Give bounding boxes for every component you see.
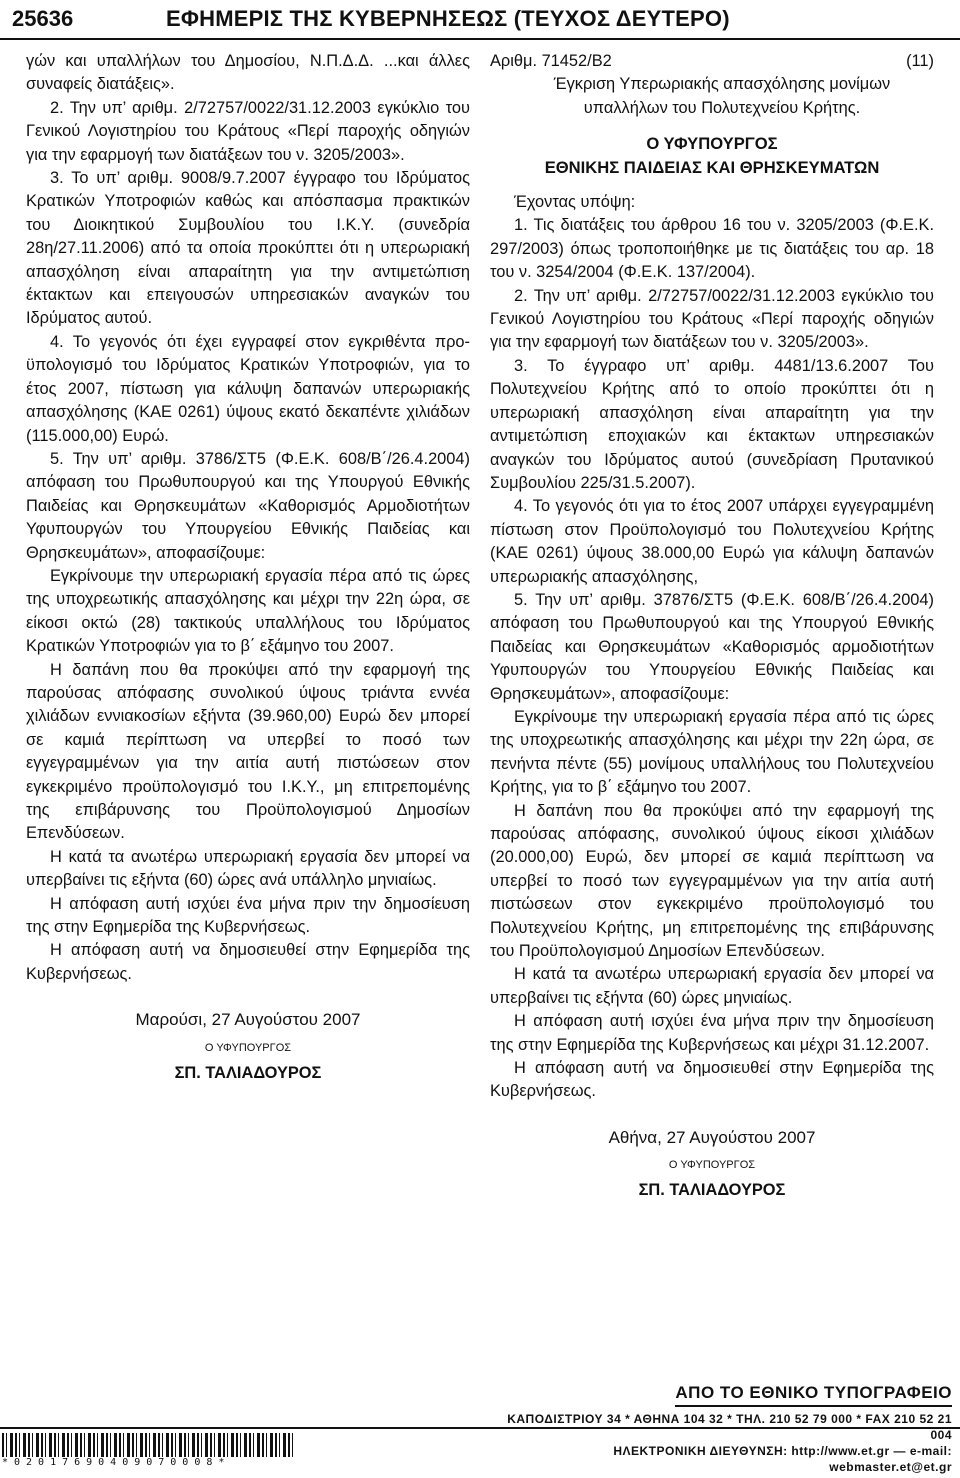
paragraph: 4. Το γεγονός ότι για το έτος 2007 υπάρχει εγγεγραμμένη πίστωση στον Προϋπολογισμό του Πολυτεχνείου Κρήτης (ΚΑΕ 0261) ύψους 38.000,00 Ευρώ για κάλυψη δαπανών υπερωριακής απασχόλησης, bbox=[490, 497, 934, 586]
printer-name: ΑΠΟ ΤΟ ΕΘΝΙΚΟ ΤΥΠΟΓΡΑΦΕΙΟ bbox=[675, 1383, 952, 1407]
authority-line: ΕΘΝΙΚΗΣ ΠΑΙΔΕΙΑΣ ΚΑΙ ΘΡΗΣΚΕΥΜΑΤΩΝ bbox=[544, 157, 880, 177]
printer-block bbox=[492, 1383, 952, 1475]
authority-line: Ο ΥΦΥΠΟΥΡΓΟΣ bbox=[646, 134, 778, 154]
paragraph: 1. Τις διατάξεις του άρθρου 16 του ν. 3205/2003 (Φ.Ε.Κ. 297/2003) όπως τροποποιήθηκε με τις διατάξεις του αρ. 18 του ν. 3254/2004 (Φ.Ε.Κ. 137/2004). bbox=[490, 216, 934, 282]
right-column bbox=[490, 50, 934, 1203]
paragraph: Η απόφαση αυτή ισχύει ένα μήνα πριν την δημοσίευση της στην Εφημερίδα της Κυβερνήσεως. bbox=[26, 894, 470, 937]
paragraph: 5. Την υπ’ αριθμ. 3786/ΣΤ5 (Φ.Ε.Κ. 608/Β΄/26.4.2004) απόφαση του Πρωθυπουργού και της Υπουργού Εθνικής Παιδείας και Θρησκευμάτων «Καθορισμός Αρμοδιοτήτων Υφυπουργών του Υπουργείου Εθνικής Παιδείας και Θρησκευμάτων», αποφασίζουμε: bbox=[26, 449, 470, 562]
paragraph: Η δαπάνη που θα προκύψει από την εφαρμογή της παρούσας απόφασης συνολικού ύψους τριάντα εννέα χιλιάδων εννιακοσίων εξήντα (39.960,00) Ευρώ δεν μπορεί σε καμιά περίπτωση να υπερβεί το ποσό των εγγεγραμμένων για την αιτία αυτή πιστώσεων στον εγκεκριμένο προϋπολογισμό του Ι.Κ.Υ., μη επιτρεπομένης της επιβάρυνσης του Προϋπολογισμού Δημοσίων Επενδύσεων. bbox=[26, 660, 470, 843]
paragraph: Η απόφαση αυτή να δημοσιευθεί στην Εφημερίδα της Κυβερνήσεως. bbox=[26, 941, 470, 983]
paragraph: 5. Την υπ’ αριθμ. 37876/ΣΤ5 (Φ.Ε.Κ. 608/Β΄/26.4.2004) απόφαση του Πρωθυπουργού και της Υπουργού Εθνικής Παιδείας και Θρησκευμάτων «Καθορισμός αρμοδιοτήτων Υφυπουργών του Υπουργείου Εθνικής Παιδείας και Θρησκευμάτων», αποφασίζουμε: bbox=[490, 590, 934, 703]
footer-divider bbox=[0, 1427, 960, 1429]
paragraph: Η απόφαση αυτή να δημοσιευθεί στην Εφημερίδα της Κυβερνήσεως. bbox=[490, 1059, 934, 1101]
paragraph: Η κατά τα ανωτέρω υπερωριακή εργασία δεν μπορεί να υπερβαίνει τις εξήντα (60) ώρες μηνιαίως. bbox=[490, 965, 934, 1007]
barcode-icon bbox=[2, 1433, 294, 1467]
barcode-digits: *02017690409070008* bbox=[2, 1457, 294, 1469]
signer-name: ΣΠ. ΤΑΛΙΑΔΟΥΡΟΣ bbox=[638, 1181, 786, 1200]
paragraph: Η κατά τα ανωτέρω υπερωριακή εργασία δεν μπορεί να υπερβαίνει τις εξήντα (60) ώρες ανά υπάλληλο μηνιαίως. bbox=[26, 847, 470, 890]
printer-address: ΚΑΠΟΔΙΣΤΡΙΟΥ 34 * ΑΘΗΝΑ 104 32 * ΤΗΛ. 210 52 79 000 * FAX 210 52 21 004 bbox=[507, 1412, 952, 1442]
paragraph: 3. Το υπ’ αριθμ. 9008/9.7.2007 έγγραφο του Ιδρύματος Κρατικών Υποτροφιών καθώς και απόσπασμα πρακτικών του Διοικητικού Συμβουλίου του Ι.Κ.Υ. (συνεδρία 28η/27.11.2006) από τα οποία προκύπτει ότι η υπερωριακή απασχόληση είναι απαραίτητη για την αντιμετώπιση έκτακτων και επειγουσών υπηρεσιακών αναγκών του Ιδρύματος αυτού. bbox=[26, 169, 470, 328]
paragraph: Εγκρίνουμε την υπερωριακή εργασία πέρα από τις ώρες της υποχρεωτικής απασχόλησης και μέχρι την 22η ώρα, σε πενήντα πέντε (55) μονίμους υπαλλήλους του Πολυτεχνείου Κρήτης, για το β΄ εξάμηνο του 2007. bbox=[490, 707, 934, 797]
place-date: Μαρούσι, 27 Αυγούστου 2007 bbox=[135, 1010, 361, 1030]
page-header bbox=[0, 0, 960, 40]
decision-subject: Έγκριση Υπερωριακής απασχόλησης μονίμων υπαλλήλων του Πολυτεχνείου Κρήτης. bbox=[553, 75, 891, 117]
gazette-title: ΕΦΗΜΕΡΙΣ ΤΗΣ ΚΥΒΕΡΝΗΣΕΩΣ (ΤΕΥΧΟΣ ΔΕΥΤΕΡΟ) bbox=[166, 6, 730, 31]
decision-index: (11) bbox=[906, 52, 934, 70]
decision-header bbox=[490, 50, 934, 73]
paragraph: Η δαπάνη που θα προκύψει από την εφαρμογή της παρούσας απόφασης, συνολικού ύψους είκοσι χιλιάδων (20.000,00) Ευρώ, δεν μπορεί σε καμιά περίπτωση να υπερβεί το ποσό των εγγεγραμμένων για την αιτία αυτή πιστώσεων στον εγκεκριμένο προϋπολογισμό του Πολυτεχνείου Κρήτης, μη επιτρεπομένης της επιβάρυνσης του Προϋπολογισμού Δημοσίων Επενδύσεων. bbox=[490, 801, 934, 961]
page-number: 25636 bbox=[12, 6, 74, 31]
signer-label: Ο ΥΦΥΠΟΥΡΓΟΣ bbox=[668, 1159, 756, 1172]
signer-name: ΣΠ. ΤΑΛΙΑΔΟΥΡΟΣ bbox=[174, 1063, 322, 1082]
paragraph: Η απόφαση αυτή ισχύει ένα μήνα πριν την δημοσίευση της στην Εφημερίδα της Κυβερνήσεως και μέχρι 31.12.2007. bbox=[490, 1012, 934, 1054]
paragraph: 3. Το έγγραφο υπ’ αριθμ. 4481/13.6.2007 Του Πολυτεχνείου Κρήτης από το οποίο προκύπτει ότι η υπερωριακή απασχόληση είναι απαραίτητη για την αντιμετώπιση εποχιακών και έκτακτων υπηρεσιακών αναγκών του Ιδρύματος αυτού (συνεδρίαση Πρυτανικού Συμβουλίου 225/31.5.2007). bbox=[490, 356, 934, 492]
paragraph: γών και υπαλλήλων του Δημοσίου, Ν.Π.Δ.Δ. ...και άλλες συναφείς διατάξεις». bbox=[26, 52, 470, 94]
decision-number: Αριθμ. 71452/Β2 bbox=[490, 52, 612, 70]
paragraph: 2. Την υπ’ αριθμ. 2/72757/0022/31.12.2003 εγκύκλιο του Γενικού Λογιστηρίου του Κράτους «Περί παροχής οδηγιών για την εφαρμογή των διατάξεων του ν. 3205/2003». bbox=[490, 286, 934, 352]
paragraph: 4. Το γεγονός ότι έχει εγγραφεί στον εγκριθέντα προϋπολογισμό του Ιδρύματος Κρατικών Υποτροφιών, για το έτος 2007, πίστωση για κάλυψη δαπανών υπερωριακής απασχόλησης (ΚΑΕ 0261) ύψους εκατό δεκαπέντε χιλιάδων (115.000,00) Ευρώ. bbox=[26, 332, 470, 445]
having-regard: Έχοντας υπόψη: bbox=[514, 193, 636, 212]
printer-web-address: ΗΛΕΚΤΡΟΝΙΚΗ ΔΙΕΥΘΥΝΣΗ: http://www.et.gr — e-mail: webmaster.et@et.gr bbox=[613, 1444, 952, 1474]
place-date: Αθήνα, 27 Αυγούστου 2007 bbox=[608, 1127, 816, 1147]
signer-label: Ο ΥΦΥΠΟΥΡΓΟΣ bbox=[204, 1041, 292, 1054]
issuing-authority bbox=[490, 132, 934, 179]
paragraph: 2. Την υπ’ αριθμ. 2/72757/0022/31.12.2003 εγκύκλιο του Γενικού Λογιστηρίου του Κράτους «Περί παροχής οδηγιών για την εφαρμογή των διατάξεων του ν. 3205/2003». bbox=[26, 98, 470, 164]
left-column bbox=[26, 50, 470, 1085]
paragraph: Εγκρίνουμε την υπερωριακή εργασία πέρα από τις ώρες της υποχρεωτικής απασχόλησης και μέχρι την 22η ώρα, σε είκοσι οκτώ (28) τακτικούς υπαλλήλους του Ιδρύματος Κρατικών Υποτροφιών για το β΄ εξάμηνο του 2007. bbox=[26, 566, 470, 656]
